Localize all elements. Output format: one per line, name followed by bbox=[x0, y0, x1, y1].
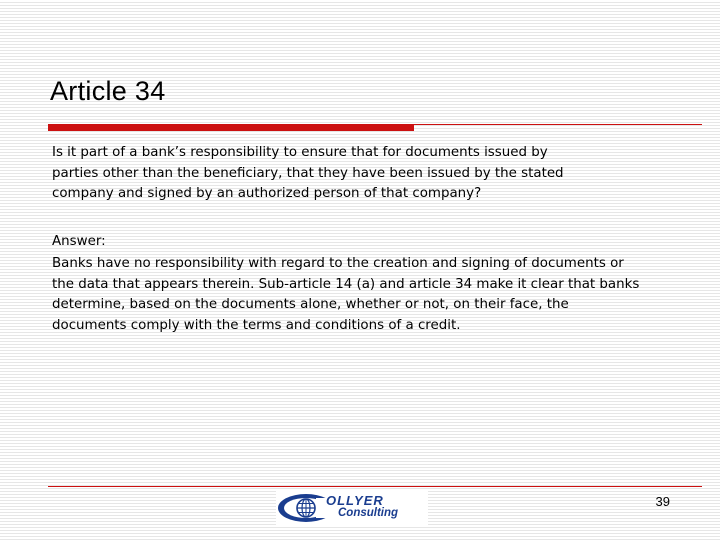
answer-line: the data that appears therein. Sub-article 14 (a) and article 34 make it clear that banks bbox=[52, 276, 640, 292]
page-number: 39 bbox=[655, 494, 670, 509]
answer-label: Answer: bbox=[52, 234, 106, 249]
answer-line: Banks have no responsibility with regard to the creation and signing of documents or bbox=[52, 256, 624, 271]
question-line: company and signed by an authorized person of that company? bbox=[52, 186, 482, 201]
title-underline-accent bbox=[48, 124, 414, 131]
answer-line: determine, based on the documents alone, whether or not, on their face, the bbox=[52, 297, 569, 312]
footer-rule bbox=[48, 486, 702, 487]
answer-line: documents comply with the terms and conditions of a credit. bbox=[52, 317, 461, 333]
collyer-logo bbox=[276, 490, 428, 526]
logo-wordmark: OLLYER bbox=[326, 493, 384, 508]
question-text bbox=[52, 143, 692, 205]
answer-text bbox=[52, 254, 692, 336]
logo-subtitle: Consulting bbox=[338, 507, 399, 519]
question-line: parties other than the beneficiary, that they have been issued by the stated bbox=[52, 165, 564, 181]
question-line: Is it part of a bank’s responsibility to ensure that for documents issued by bbox=[52, 145, 548, 160]
slide-title: Article 34 bbox=[50, 76, 166, 106]
